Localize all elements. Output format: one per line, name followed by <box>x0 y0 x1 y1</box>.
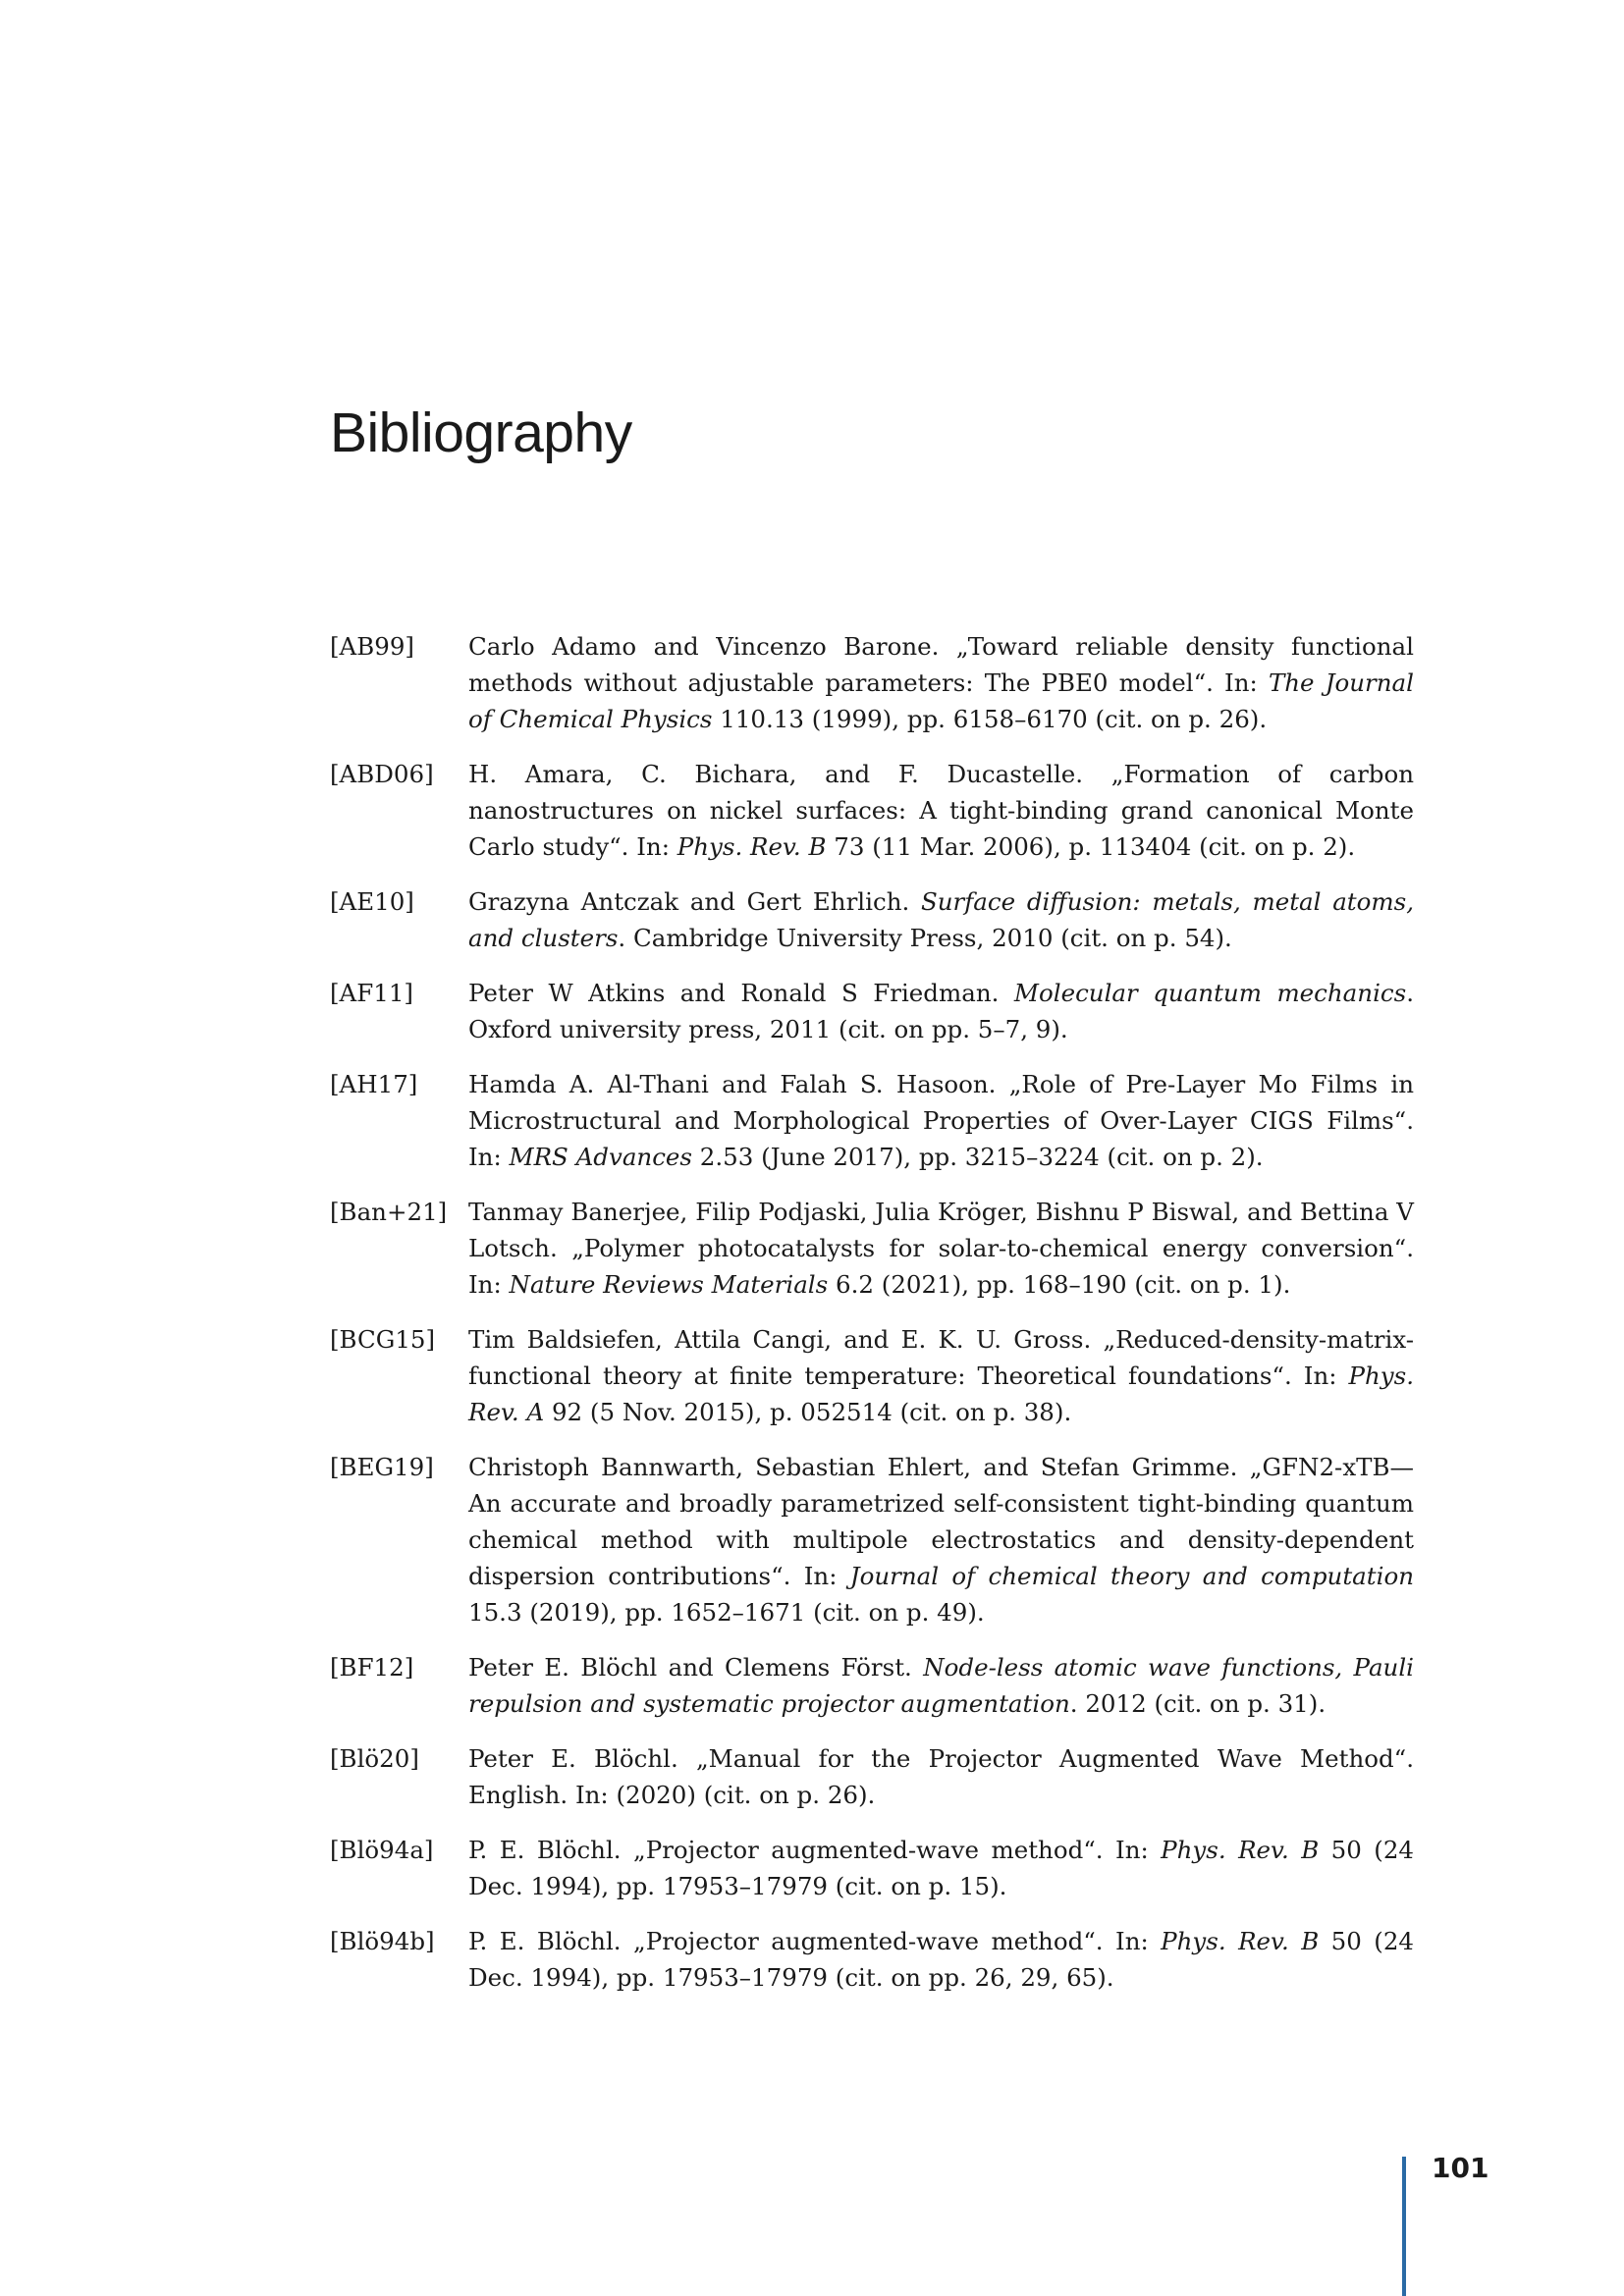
bib-key: [ABD06] <box>330 760 434 788</box>
bib-citation <box>468 883 1414 956</box>
bib-entry <box>330 1832 1414 1904</box>
citation-segment: 92 (5 Nov. 2015), p. 052514 (cit. on p. 38). <box>544 1398 1072 1426</box>
bib-key: [Blö94b] <box>330 1927 435 1955</box>
bib-entry <box>330 1449 1414 1630</box>
bib-entry <box>330 628 1414 737</box>
citation-segment: Tim Baldsiefen, Attila Cangi, and E. K. U. Gross. „Reduced-density-matrix-functional theory at finite temperature: Theoretical foundations“. In: <box>468 1325 1414 1390</box>
citation-segment: . 2012 (cit. on p. 31). <box>1069 1689 1326 1718</box>
bib-entry <box>330 1194 1414 1303</box>
bib-citation <box>468 1194 1414 1303</box>
page-number: 101 <box>1432 2152 1489 2184</box>
bib-entry <box>330 1066 1414 1175</box>
bib-citation <box>468 628 1414 737</box>
citation-italic-segment: Molecular quantum mechanics <box>1013 979 1407 1007</box>
citation-segment: . Cambridge University Press, 2010 (cit. on p. 54). <box>618 924 1232 952</box>
bib-entry <box>330 756 1414 865</box>
bib-citation <box>468 1649 1414 1722</box>
bib-key: [Blö20] <box>330 1744 419 1773</box>
citation-segment: Christoph Bannwarth, Sebastian Ehlert, and Stefan Grimme. „GFN2-xTB—An accurate and broadly parametrized self-consistent tight-binding quantum chemical method with multipole electrostatics and density-dependent dispersion contributions“. In: <box>468 1453 1414 1590</box>
bib-citation <box>468 1832 1414 1904</box>
page-title: Bibliography <box>330 401 632 464</box>
citation-segment: 50 (24 Dec. 1994), pp. 17953–17979 (cit. on p. 15). <box>468 1836 1414 1900</box>
citation-segment: Peter W Atkins and Ronald S Friedman. <box>468 979 1014 1007</box>
citation-italic-segment: Node-less atomic wave functions, Pauli repulsion and systematic projector augmentation <box>468 1653 1414 1718</box>
bib-key: [AF11] <box>330 979 413 1007</box>
citation-segment: Grazyna Antczak and Gert Ehrlich. <box>468 887 921 916</box>
bib-key: [Ban+21] <box>330 1198 448 1226</box>
bib-key: [BCG15] <box>330 1325 436 1354</box>
bib-entry <box>330 1321 1414 1430</box>
citation-segment: Peter E. Blöchl and Clemens Först. <box>468 1653 924 1682</box>
bib-entry <box>330 883 1414 956</box>
bib-entry <box>330 1923 1414 1996</box>
page-edge-rule <box>1402 2157 1406 2296</box>
citation-segment: Hamda A. Al-Thani and Falah S. Hasoon. „Role of Pre-Layer Mo Films in Microstructural and Morphological Properties of Over-Layer CIGS Films“. In: <box>468 1070 1414 1171</box>
bib-entry <box>330 975 1414 1047</box>
citation-italic-segment: Nature Reviews Materials <box>509 1270 829 1299</box>
bib-key: [BEG19] <box>330 1453 434 1481</box>
citation-segment: 73 (11 Mar. 2006), p. 113404 (cit. on p. 2). <box>826 832 1356 861</box>
citation-segment: H. Amara, C. Bichara, and F. Ducastelle. „Formation of carbon nanostructures on nickel surfaces: A tight-binding grand canonical Monte Carlo study“. In: <box>468 760 1414 861</box>
citation-segment: Peter E. Blöchl. „Manual for the Projector Augmented Wave Method“. English. In: (2020) (cit. on p. 26). <box>468 1744 1414 1809</box>
citation-italic-segment: MRS Advances <box>509 1143 693 1171</box>
bib-key: [AE10] <box>330 887 414 916</box>
bib-citation <box>468 1740 1414 1813</box>
bib-entry <box>330 1740 1414 1813</box>
citation-segment: 110.13 (1999), pp. 6158–6170 (cit. on p. 26). <box>712 705 1268 733</box>
citation-italic-segment: Surface diffusion: metals, metal atoms, and clusters <box>468 887 1414 952</box>
citation-italic-segment: Phys. Rev. A <box>468 1362 1414 1426</box>
citation-italic-segment: Phys. Rev. B <box>1161 1927 1320 1955</box>
citation-italic-segment: The Journal of Chemical Physics <box>468 668 1414 733</box>
citation-segment: 6.2 (2021), pp. 168–190 (cit. on p. 1). <box>828 1270 1291 1299</box>
bib-key: [AB99] <box>330 632 414 661</box>
citation-segment: 2.53 (June 2017), pp. 3215–3224 (cit. on p. 2). <box>692 1143 1264 1171</box>
bib-citation <box>468 756 1414 865</box>
citation-italic-segment: Journal of chemical theory and computation <box>849 1562 1414 1590</box>
bibliography-list <box>330 628 1414 2014</box>
bib-citation <box>468 1321 1414 1430</box>
citation-segment: P. E. Blöchl. „Projector augmented-wave method“. In: <box>468 1927 1162 1955</box>
citation-segment: . Oxford university press, 2011 (cit. on pp. 5–7, 9). <box>468 979 1414 1043</box>
bib-citation <box>468 1066 1414 1175</box>
bib-key: [BF12] <box>330 1653 414 1682</box>
citation-segment: Carlo Adamo and Vincenzo Barone. „Toward reliable density functional methods without adjustable parameters: The PBE0 model“. In: <box>468 632 1414 697</box>
bib-entry <box>330 1649 1414 1722</box>
citation-segment: 15.3 (2019), pp. 1652–1671 (cit. on p. 49). <box>468 1598 985 1627</box>
bib-citation <box>468 1449 1414 1630</box>
bib-citation <box>468 1923 1414 1996</box>
bib-key: [Blö94a] <box>330 1836 434 1864</box>
citation-segment: 50 (24 Dec. 1994), pp. 17953–17979 (cit. on pp. 26, 29, 65). <box>468 1927 1414 1992</box>
citation-italic-segment: Phys. Rev. B <box>677 832 827 861</box>
citation-segment: Tanmay Banerjee, Filip Podjaski, Julia Kröger, Bishnu P Biswal, and Bettina V Lotsch. „Polymer photocatalysts for solar-to-chemical energy conversion“. In: <box>468 1198 1414 1299</box>
citation-segment: P. E. Blöchl. „Projector augmented-wave method“. In: <box>468 1836 1162 1864</box>
bib-key: [AH17] <box>330 1070 418 1098</box>
citation-italic-segment: Phys. Rev. B <box>1161 1836 1320 1864</box>
bib-citation <box>468 975 1414 1047</box>
